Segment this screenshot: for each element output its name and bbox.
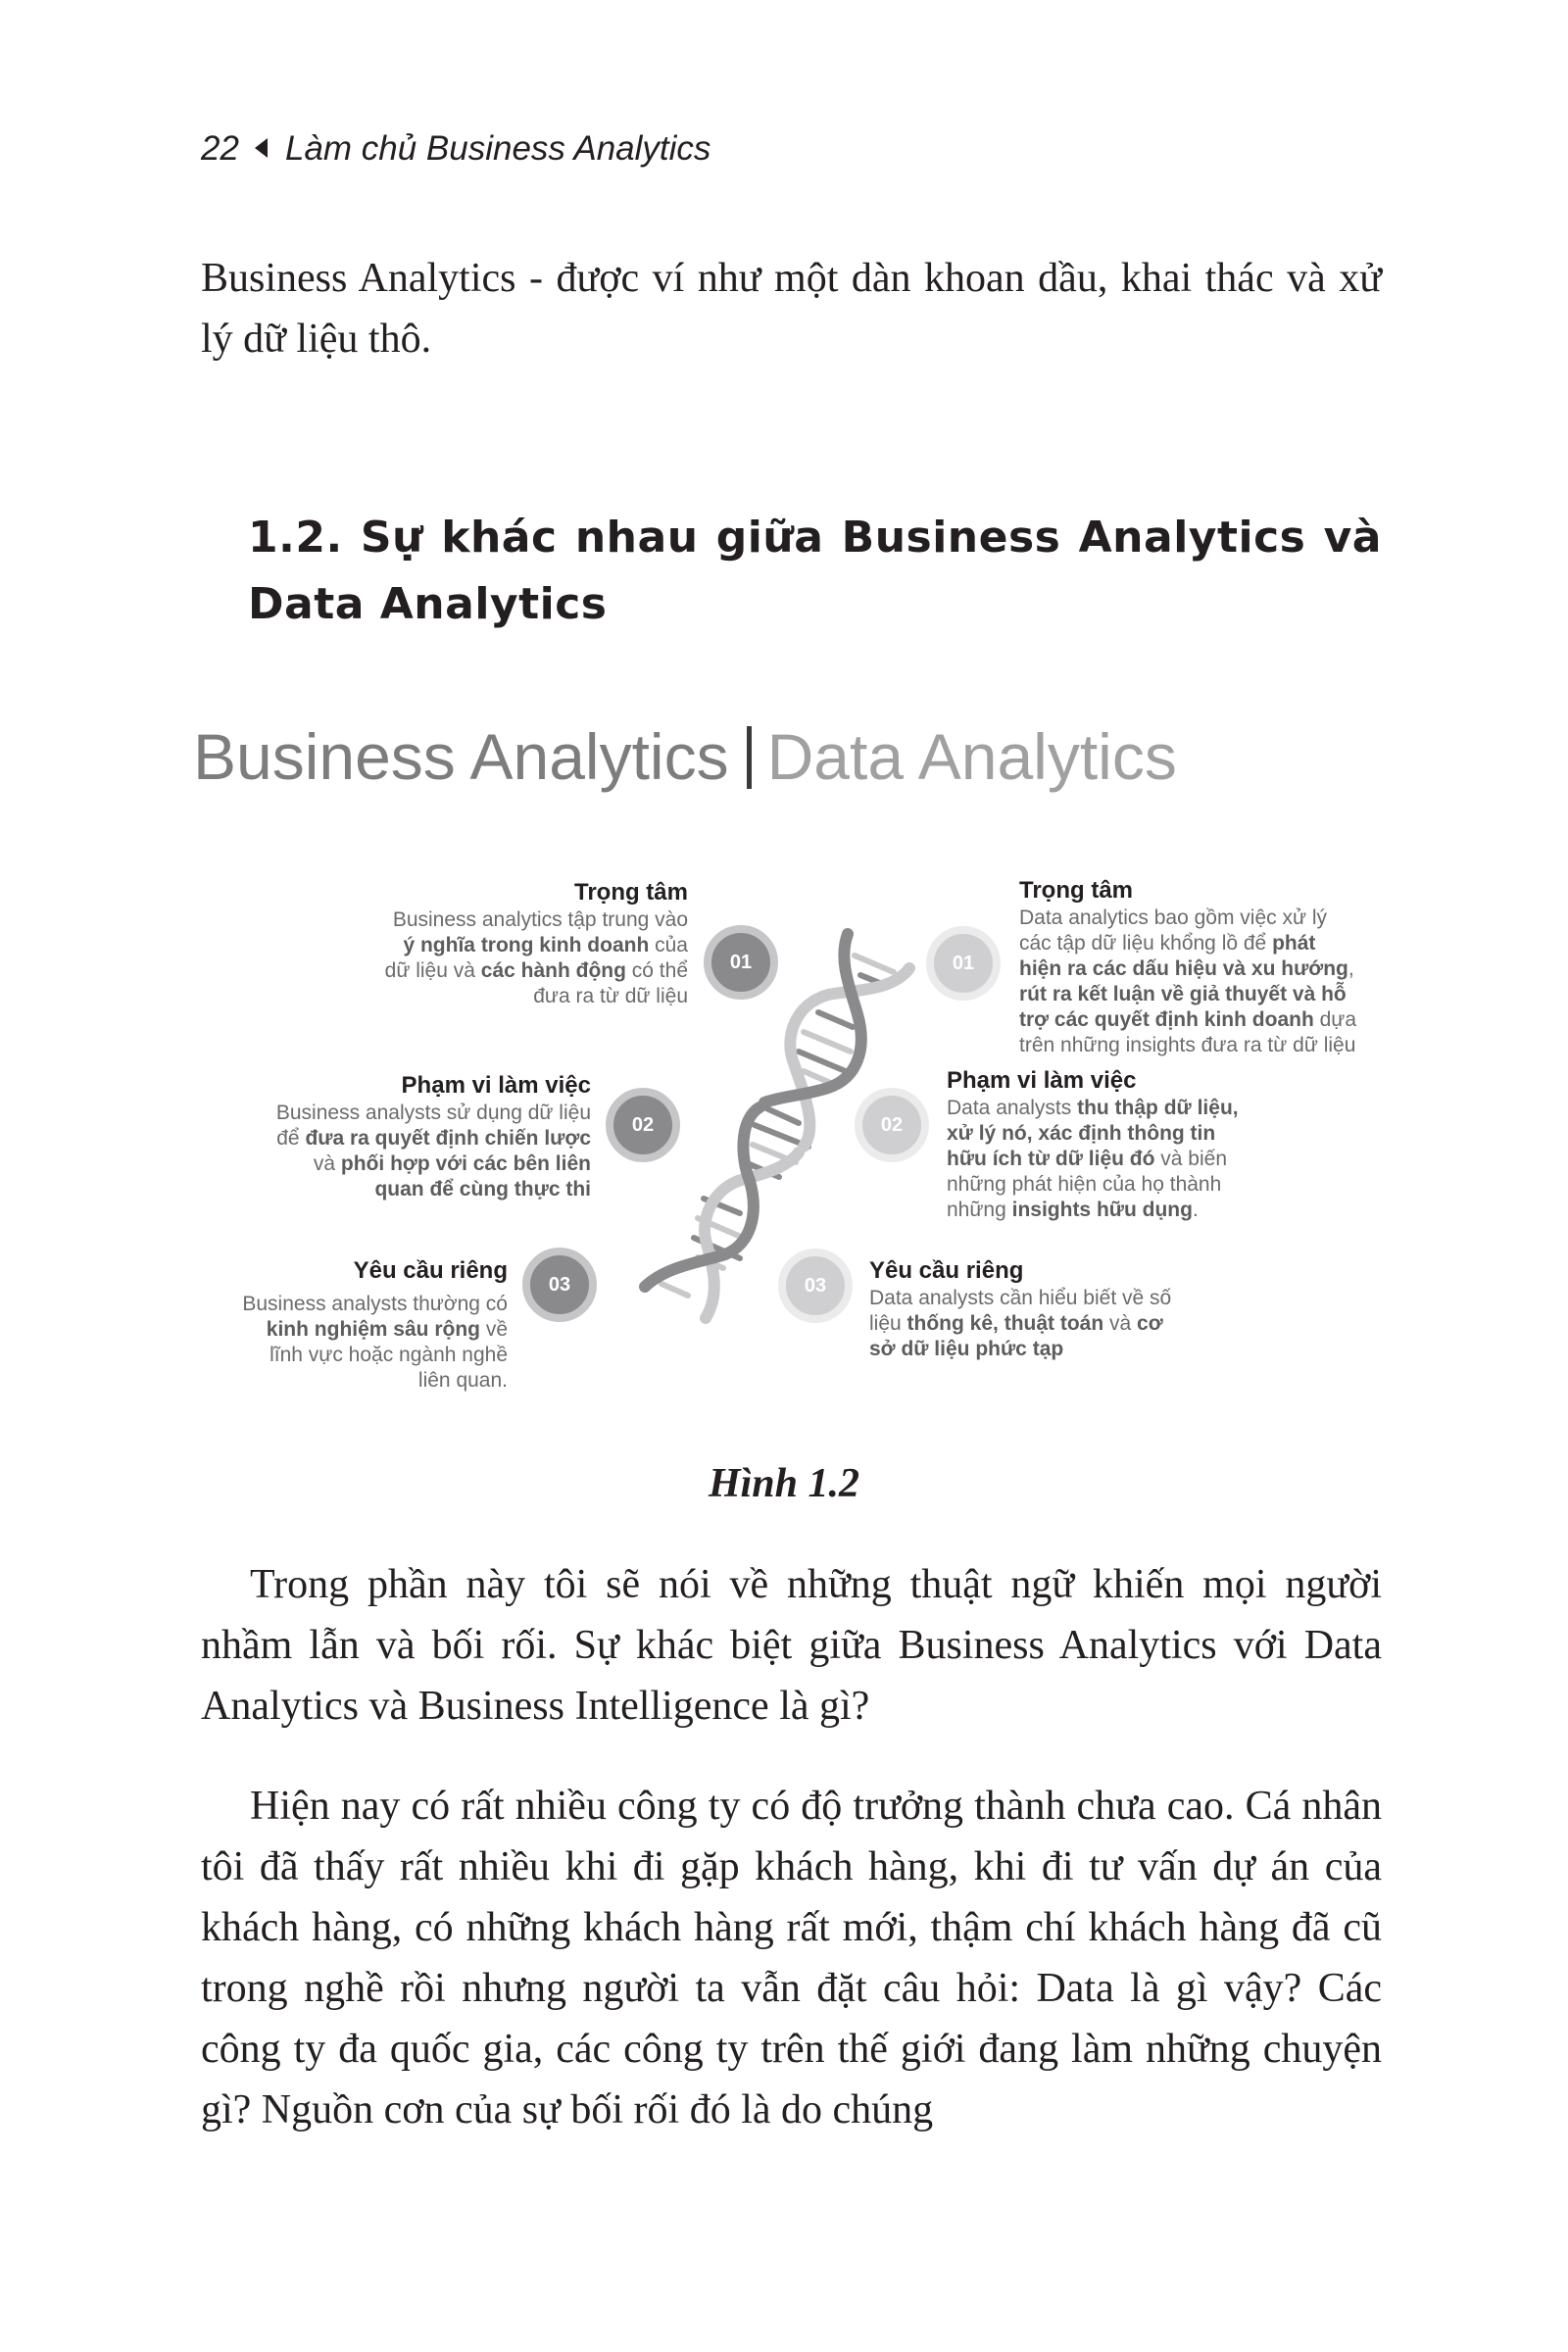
business-requirements-text	[155, 1292, 508, 1394]
text-line: Data analysts cần hiểu biết về số	[869, 1287, 1172, 1309]
figure-caption: Hình 1.2	[708, 1461, 860, 1506]
data-focus-block	[1019, 876, 1431, 1058]
body-paragraph-2: Hiện nay có rất nhiều công ty có độ trưởng thành chưa cao. Cá nhân tôi đã thấy rất nhiều khi đi gặp khách hàng, khi đi tư vấn dự án của khách hàng, có những khách hàng rất mới, thậm chí khách hàng đã cũ trong nghề rồi nhưng người ta vẫn đặt câu hỏi: Data là gì vậy? Các công ty đa quốc gia, các công ty trên thế giới đang làm những chuyện gì? Nguồn cơn của sự bối rối đó là do chúng	[201, 1784, 1382, 2132]
text-line: dữ liệu và các hành động có thể	[384, 959, 688, 982]
intro-paragraph: Business Analytics - được ví như một dàn khoan dầu, khai thác và xử lý dữ liệu thô.	[201, 256, 1382, 362]
data-focus-title: Trọng tâm	[1019, 877, 1134, 904]
text-line: trợ các quyết định kinh doanh dựa	[1019, 1008, 1357, 1031]
data-requirements-block	[869, 1256, 1281, 1362]
section-heading: 1.2. Sự khác nhau giữa Business Analytics và Data Analytics	[248, 513, 1382, 629]
business-focus-number-badge: 01	[704, 925, 778, 1000]
figure-title	[193, 719, 1177, 794]
text-line: những phát hiện của họ thành	[947, 1173, 1222, 1196]
data-requirements-title: Yêu cầu riêng	[869, 1257, 1024, 1284]
text-line: sở dữ liệu phức tạp	[869, 1338, 1064, 1360]
data-scope-text	[947, 1096, 1358, 1223]
text-line: hữu ích từ dữ liệu đó và biến	[947, 1148, 1228, 1170]
data-requirements-text	[869, 1286, 1281, 1362]
text-line: Data analysts thu thập dữ liệu,	[947, 1097, 1239, 1119]
text-line: các tập dữ liệu khổng lồ để phát	[1019, 932, 1316, 955]
page-number: 22	[201, 129, 239, 168]
text-line: xử lý nó, xác định thông tin	[947, 1122, 1216, 1145]
business-scope-number-badge: 02	[606, 1088, 680, 1162]
figure-title-business: Business Analytics	[193, 720, 729, 793]
body-paragraph-1: Trong phần này tôi sẽ nói về những thuật ngữ khiến mọi người nhầm lẫn và bối rối. Sự khác biệt giữa Business Analytics với Data Analytics và Business Intelligence là gì?	[201, 1562, 1382, 1729]
business-requirements-block	[155, 1256, 508, 1394]
text-line: lĩnh vực hoặc ngành nghề	[270, 1344, 508, 1366]
text-line: những insights hữu dụng.	[947, 1199, 1199, 1221]
data-focus-number-badge: 01	[926, 926, 1001, 1001]
text-line: Business analytics tập trung vào	[392, 908, 688, 931]
text-line: để đưa ra quyết định chiến lược	[276, 1127, 591, 1150]
business-focus-text	[296, 907, 688, 1009]
data-scope-number-badge: 02	[855, 1088, 929, 1162]
data-focus-text	[1019, 906, 1431, 1058]
data-scope-block	[947, 1066, 1358, 1223]
text-line: quan để cùng thực thi	[374, 1178, 591, 1200]
text-line: Business analysts sử dụng dữ liệu	[275, 1102, 591, 1124]
text-line: trên những insights đưa ra từ dữ liệu	[1019, 1034, 1356, 1056]
text-line: Data analytics bao gồm việc xử lý	[1019, 906, 1328, 929]
data-requirements-number-badge: 03	[778, 1249, 853, 1323]
left-triangle-icon	[255, 138, 268, 158]
business-requirements-title: Yêu cầu riêng	[353, 1257, 508, 1284]
business-focus-title: Trọng tâm	[573, 879, 688, 906]
figure-title-divider	[747, 726, 752, 789]
text-line: đưa ra từ dữ liệu	[533, 985, 688, 1007]
text-line: kinh nghiệm sâu rộng về	[266, 1318, 508, 1341]
business-scope-text	[199, 1101, 591, 1202]
business-requirements-number-badge: 03	[522, 1248, 597, 1322]
book-title: Làm chủ Business Analytics	[284, 129, 711, 168]
figure-title-data: Data Analytics	[766, 720, 1177, 793]
data-scope-title: Phạm vi làm việc	[947, 1067, 1137, 1094]
business-scope-title: Phạm vi làm việc	[401, 1072, 591, 1099]
text-line: liên quan.	[417, 1369, 508, 1392]
text-line: ý nghĩa trong kinh doanh của	[403, 934, 688, 956]
text-line: rút ra kết luận về giả thuyết và hỗ	[1019, 983, 1347, 1005]
text-line: Business analysts thường có	[242, 1293, 508, 1315]
running-head	[201, 129, 710, 169]
text-line: hiện ra các dấu hiệu và xu hướng,	[1019, 957, 1354, 980]
text-line: và phối hợp với các bên liên	[313, 1152, 591, 1175]
business-focus-block	[296, 878, 688, 1009]
business-scope-block	[199, 1071, 591, 1202]
text-line: liệu thống kê, thuật toán và cơ	[869, 1312, 1163, 1335]
